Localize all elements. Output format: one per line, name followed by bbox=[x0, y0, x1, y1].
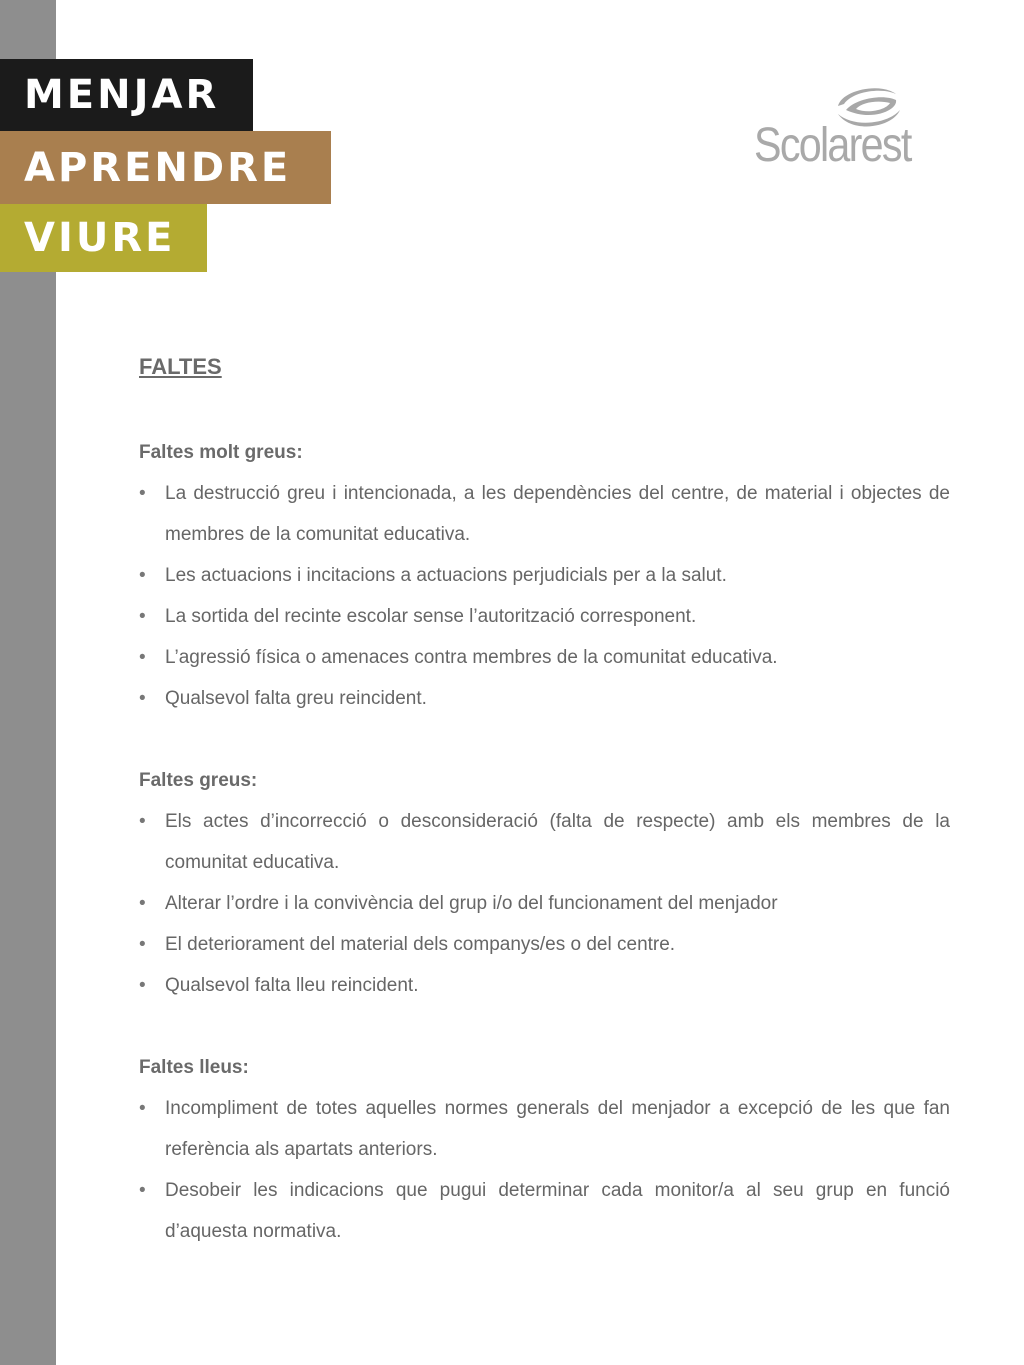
bullet-list bbox=[139, 473, 950, 719]
list-item: • La destrucció greu i intencionada, a les dependències del centre, de material i objectes de membres de la comunitat educativa. bbox=[139, 473, 950, 555]
section-heading: Faltes molt greus: bbox=[139, 442, 303, 463]
scolarest-logo bbox=[748, 84, 933, 176]
section-lleus bbox=[139, 1047, 950, 1252]
brand-band-viure: VIURE bbox=[0, 204, 207, 272]
page-title: FALTES bbox=[139, 354, 222, 379]
scolarest-wordmark: Scolarest bbox=[754, 119, 911, 172]
list-item: • Incompliment de totes aquelles normes generals del menjador a excepció de les que fan referència als apartats anteriors. bbox=[139, 1088, 950, 1170]
document-body bbox=[139, 350, 950, 1252]
list-item: • Qualsevol falta greu reincident. bbox=[139, 678, 950, 719]
list-item: • Desobeir les indicacions que pugui determinar cada monitor/a al seu grup en funció d’aquesta normativa. bbox=[139, 1170, 950, 1252]
brand-band-menjar: MENJAR bbox=[0, 59, 253, 131]
section-heading: Faltes greus: bbox=[139, 770, 258, 791]
list-item: • L’agressió física o amenaces contra membres de la comunitat educativa. bbox=[139, 637, 950, 678]
list-item: • Qualsevol falta lleu reincident. bbox=[139, 965, 950, 1006]
bullet-list bbox=[139, 801, 950, 1006]
section-greus bbox=[139, 760, 950, 1006]
list-item: • El deteriorament del material dels companys/es o del centre. bbox=[139, 924, 950, 965]
bullet-list bbox=[139, 1088, 950, 1252]
list-item: • Les actuacions i incitacions a actuacions perjudicials per a la salut. bbox=[139, 555, 950, 596]
list-item: • Alterar l’ordre i la convivència del grup i/o del funcionament del menjador bbox=[139, 883, 950, 924]
section-molt-greus bbox=[139, 432, 950, 719]
list-item: • La sortida del recinte escolar sense l’autorització corresponent. bbox=[139, 596, 950, 637]
brand-band-aprendre: APRENDRE bbox=[0, 131, 331, 204]
list-item: • Els actes d’incorrecció o desconsideració (falta de respecte) amb els membres de la comunitat educativa. bbox=[139, 801, 950, 883]
section-heading: Faltes lleus: bbox=[139, 1057, 249, 1078]
